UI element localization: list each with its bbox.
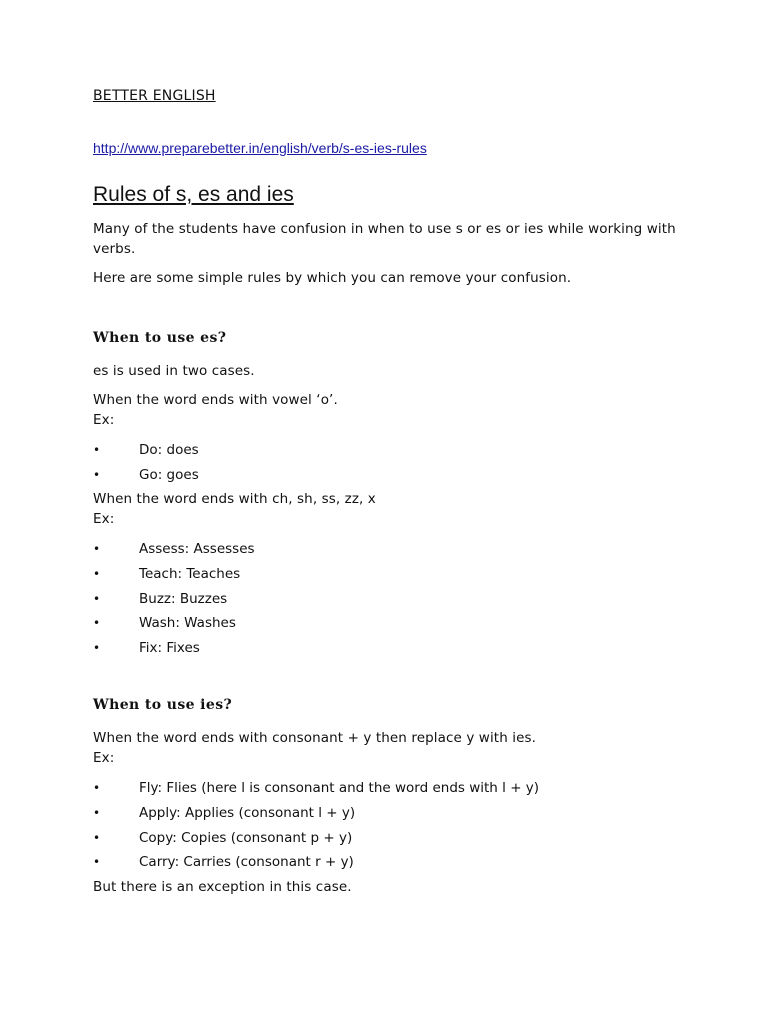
bullet-icon: • [93,641,101,656]
ies-ex-label: Ex: [93,750,115,766]
list-item-text: Copy: Copies (consonant p + y) [139,829,353,846]
bullet-icon: • [93,566,101,581]
document-title: BETTER ENGLISH [93,88,216,104]
bullet-icon: • [93,855,101,870]
bullet-icon: • [93,467,101,482]
ies-rule: When the word ends with consonant + y then replace y with ies. [93,730,537,746]
list-item-text: Fly: Flies (here l is consonant and the word ends with l + y) [139,780,540,796]
intro-paragraph-1: Many of the students have confusion in when to use s or es or ies while working with verbs. [93,221,676,257]
list-item-text: Apply: Applies (consonant l + y) [139,804,356,821]
list-item-text: Buzz: Buzzes [139,590,228,607]
bullet-icon: • [93,542,101,556]
list-item-text: Go: goes [139,466,199,483]
intro-paragraph-2: Here are some simple rules by which you can remove your confusion. [93,270,572,286]
list-item-text: Do: does [139,442,199,458]
list-item-text: Carry: Carries (consonant r + y) [139,854,354,871]
source-link[interactable]: http://www.preparebetter.in/english/verb/s-es-ies-rules [93,140,427,156]
list-item-text: Wash: Washes [139,615,236,632]
bullet-icon: • [93,616,101,631]
bullet-icon: • [93,830,101,845]
es-lead-text: es is used in two cases. [93,363,255,379]
bullet-icon: • [93,805,101,820]
list-item-text: Teach: Teaches [139,565,241,582]
section-heading-ies: When to use ies? [93,697,233,713]
bullet-icon: • [93,781,101,795]
bullet-icon: • [93,443,101,457]
article-heading: Rules of s, es and ies [93,183,294,206]
ies-exception-text: But there is an exception in this case. [93,879,352,895]
list-item-text: Assess: Assesses [139,541,255,557]
section-heading-es: When to use es? [93,330,227,346]
es-rule-1: When the word ends with vowel ‘o’. [93,392,338,408]
es-rule-2: When the word ends with ch, sh, ss, zz, x [93,491,376,507]
bullet-icon: • [93,591,101,606]
list-item-text: Fix: Fixes [139,640,200,657]
es-ex-label-1: Ex: [93,412,115,428]
es-ex-label-2: Ex: [93,511,115,527]
